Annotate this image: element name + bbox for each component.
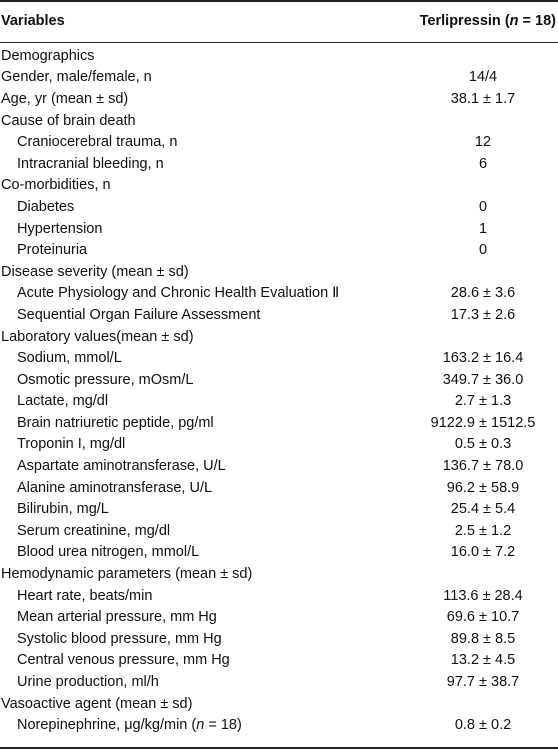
section-heading-row: [0, 110, 558, 132]
table-row: [0, 671, 558, 693]
row-label-text: Norepinephrine, μg/kg/min (: [17, 717, 197, 734]
table-row: [0, 239, 558, 261]
section-heading-row: [0, 693, 558, 715]
row-value: 69.6 ± 10.7: [446, 609, 520, 626]
row-value: 0: [478, 198, 488, 215]
row-value: 113.6 ± 28.4: [443, 587, 523, 604]
row-label: Osmotic pressure, mOsm/L: [17, 371, 194, 388]
n-open: (: [504, 13, 510, 29]
row-value: 96.2 ± 58.9: [446, 479, 520, 496]
row-value: 2.7 ± 1.3: [454, 393, 512, 410]
row-label: [0, 717, 420, 733]
row-label: Hypertension: [17, 220, 103, 237]
table-row: [0, 196, 558, 218]
group-label: Terlipressin: [419, 13, 501, 29]
row-label: Lactate, mg/dl: [17, 393, 109, 410]
row-value: 349.7 ± 36.0: [442, 371, 524, 388]
section-heading-row: [0, 45, 558, 67]
table-row: [0, 347, 558, 369]
table-row: [0, 412, 558, 434]
n-symbol: n: [509, 13, 519, 29]
row-value: 25.4 ± 5.4: [450, 501, 516, 518]
row-value: 0: [478, 242, 488, 259]
row-label: Age, yr (mean ± sd): [1, 90, 129, 107]
row-value: 89.8 ± 8.5: [450, 630, 516, 647]
row-label: Disease severity (mean ± sd): [1, 263, 189, 280]
section-heading-row: [0, 175, 558, 197]
row-label: Sequential Organ Failure Assessment: [17, 306, 261, 323]
table-row: [0, 67, 558, 89]
table-body: [0, 45, 558, 736]
table-row: [0, 283, 558, 305]
table-row: [0, 498, 558, 520]
section-heading-row: [0, 326, 558, 348]
table-row: [0, 520, 558, 542]
table-header: [0, 0, 558, 42]
row-label: Intracranial bleeding, n: [17, 155, 164, 172]
row-label: Craniocerebral trauma, n: [17, 134, 178, 151]
row-label: Serum creatinine, mg/dl: [17, 522, 171, 539]
row-label: Alanine aminotransferase, U/L: [17, 479, 213, 496]
row-label: Acute Physiology and Chronic Health Evaluation Ⅱ: [17, 285, 340, 302]
row-value: 6: [478, 155, 488, 172]
row-label: Hemodynamic parameters (mean ± sd): [1, 566, 253, 583]
row-label-tail: = 18): [204, 717, 242, 734]
row-label: Blood urea nitrogen, mmol/L: [17, 544, 200, 561]
table-row: [0, 714, 558, 736]
row-value: 163.2 ± 16.4: [442, 350, 524, 367]
row-label: Laboratory values(mean ± sd): [1, 328, 194, 345]
terlipressin-column-header: [420, 13, 558, 29]
row-label: Vasoactive agent (mean ± sd): [1, 695, 193, 712]
table-row: [0, 542, 558, 564]
table-row: [0, 369, 558, 391]
row-label: Aspartate aminotransferase, U/L: [17, 458, 226, 475]
row-label: Sodium, mmol/L: [17, 350, 122, 367]
row-value: 136.7 ± 78.0: [442, 458, 524, 475]
row-label: Demographics: [1, 47, 95, 64]
table-bottom-rule: [0, 747, 558, 749]
row-label: Heart rate, beats/min: [17, 587, 153, 604]
table-row: [0, 304, 558, 326]
row-value: 16.0 ± 7.2: [450, 544, 516, 561]
row-value: 13.2 ± 4.5: [450, 652, 516, 669]
section-heading-row: [0, 261, 558, 283]
table-row: [0, 88, 558, 110]
row-label: Brain natriuretic peptide, pg/ml: [17, 414, 214, 431]
row-value: 1: [478, 220, 488, 237]
row-label: Systolic blood pressure, mm Hg: [17, 630, 222, 647]
table-row: [0, 628, 558, 650]
table-row: [0, 391, 558, 413]
table-row: [0, 606, 558, 628]
row-value: 12: [474, 134, 492, 151]
table-header-rule: [0, 42, 558, 43]
row-value: 0.5 ± 0.3: [454, 436, 512, 453]
table-row: [0, 131, 558, 153]
table-row: [0, 218, 558, 240]
row-label: Proteinuria: [17, 242, 88, 259]
row-label: Bilirubin, mg/L: [17, 501, 109, 518]
row-label: Urine production, ml/h: [17, 674, 159, 691]
row-label-n: n: [196, 717, 205, 734]
table-row: [0, 650, 558, 672]
row-value: 17.3 ± 2.6: [450, 306, 516, 323]
table-row: [0, 434, 558, 456]
variables-column-header: Variables: [1, 13, 65, 29]
row-label: Mean arterial pressure, mm Hg: [17, 609, 217, 626]
row-label: Gender, male/female, n: [1, 69, 152, 86]
row-value: 28.6 ± 3.6: [450, 285, 516, 302]
row-label: Cause of brain death: [1, 112, 136, 129]
table-row: [0, 477, 558, 499]
row-value: 14/4: [468, 69, 498, 86]
row-label: Diabetes: [17, 198, 75, 215]
row-label: Co-morbidities, n: [1, 177, 111, 194]
section-heading-row: [0, 563, 558, 585]
row-value: 9122.9 ± 1512.5: [430, 414, 536, 431]
n-close: = 18): [518, 13, 556, 29]
row-value: 2.5 ± 1.2: [454, 522, 512, 539]
row-label: Central venous pressure, mm Hg: [17, 652, 230, 669]
table-row: [0, 455, 558, 477]
row-value: 38.1 ± 1.7: [450, 90, 516, 107]
row-value: 97.7 ± 38.7: [446, 674, 520, 691]
row-value: 0.8 ± 0.2: [454, 717, 512, 734]
table-row: [0, 153, 558, 175]
table-row: [0, 585, 558, 607]
row-label: Troponin I, mg/dl: [17, 436, 126, 453]
